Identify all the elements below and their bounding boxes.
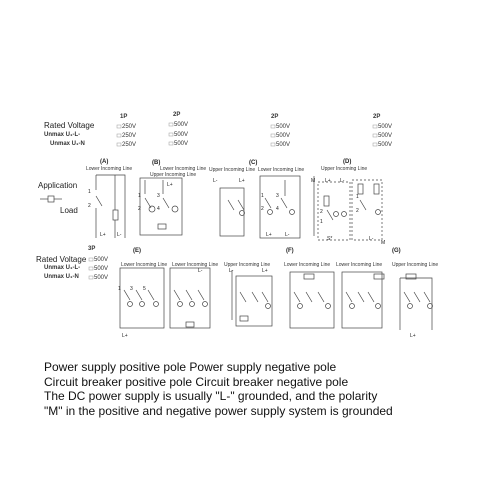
rating-2p-b-1: 500V	[276, 124, 291, 130]
rating-box-glyphs	[89, 123, 377, 279]
svg-text:2: 2	[88, 203, 91, 209]
group-mid-line-label: Upper Incoming Line	[224, 262, 271, 268]
footer-line-2: Circuit breaker positive pole Circuit breaker negative pole	[44, 374, 349, 389]
svg-text:1: 1	[118, 286, 121, 292]
diagram-d	[311, 176, 385, 246]
diagram-a	[88, 175, 125, 238]
group-c-line-label-2: Lower Incoming Line	[258, 167, 305, 173]
svg-text:2: 2	[320, 209, 323, 215]
group-c-letter: (C)	[249, 160, 258, 166]
svg-text:M: M	[311, 178, 316, 184]
footer-line-3: The DC power supply is usually "L-" grounded, and the polarity	[44, 389, 378, 403]
svg-text:L+: L+	[410, 333, 416, 339]
svg-text:S*: S*	[327, 236, 333, 242]
umax-label-1: Unmax U₁-L-	[44, 132, 81, 138]
group-b-line-label-2: Upper Incoming Line	[150, 172, 197, 178]
svg-text:L-: L-	[229, 268, 234, 274]
rating-2p-a-3: 500V	[174, 141, 189, 147]
group-e-letter: (E)	[133, 248, 141, 254]
svg-text:M: M	[381, 240, 386, 246]
pole-1p: 1P	[120, 114, 128, 120]
rating-2p-a-1: 500V	[174, 122, 189, 128]
svg-text:L+: L+	[167, 182, 173, 188]
svg-text:L+: L+	[262, 268, 268, 274]
umax-label-1-bottom: Unmax U₁-L-	[44, 265, 81, 271]
group-g-letter: (G)	[392, 248, 401, 254]
diagram-g	[400, 274, 433, 339]
pole-2p-a: 2P	[173, 112, 181, 118]
footer-line-4: "M" in the positive and negative power supply system is grounded	[44, 403, 393, 418]
svg-text:3: 3	[130, 286, 133, 292]
pole-2p-b: 2P	[271, 114, 279, 120]
group-b-line-label: Lower Incoming Line	[160, 166, 207, 172]
pole-2p-c: 2P	[373, 114, 381, 120]
rating-1p-2: 250V	[122, 133, 137, 139]
svg-text:L+: L+	[266, 232, 272, 238]
footer-line-1: Power supply positive pole Power supply negative pole	[44, 360, 337, 374]
group-a-line-label: Lower Incoming Line	[86, 166, 133, 172]
group-c-line-label: Upper Incoming Line	[209, 167, 256, 173]
rating-2p-b-2: 500V	[276, 133, 291, 139]
svg-text:1: 1	[320, 219, 323, 225]
umax-label-2: Unmax U₁-N	[50, 141, 85, 147]
diagram-e-2	[170, 268, 210, 328]
svg-text:L+: L+	[100, 232, 106, 238]
rating-2p-c-3: 500V	[378, 142, 393, 148]
svg-text:2: 2	[261, 206, 264, 212]
svg-text:L+: L+	[325, 178, 331, 184]
rated-voltage-label: Rated Voltage	[44, 121, 95, 130]
rating-2p-c-2: 500V	[378, 133, 393, 139]
group-e-line-label-2: Lower Incoming Line	[172, 262, 219, 268]
rating-2p-b-3: 500V	[276, 142, 291, 148]
svg-text:L-: L-	[198, 268, 203, 274]
rating-2p-c-1: 500V	[378, 124, 393, 130]
rating-3p-2: 500V	[94, 266, 109, 272]
group-b-letter: (B)	[152, 160, 161, 166]
diagram-f-1	[290, 272, 334, 328]
svg-text:L-: L-	[213, 178, 218, 184]
pole-3p: 3P	[88, 246, 96, 252]
svg-text:L+: L+	[239, 178, 245, 184]
rating-1p-1: 250V	[122, 124, 137, 130]
umax-label-2-bottom: Unmax U₁-N	[44, 274, 79, 280]
svg-text:5: 5	[143, 286, 146, 292]
diagram-e-1	[118, 268, 164, 339]
load-label: Load	[60, 206, 78, 215]
group-f-line-label-2: Lower Incoming Line	[336, 262, 383, 268]
group-d-letter: (D)	[343, 159, 352, 165]
group-e-line-label: Lower Incoming Line	[121, 262, 168, 268]
diagram-c-2	[260, 176, 300, 238]
svg-text:L+: L+	[122, 333, 128, 339]
load-symbol	[40, 196, 62, 202]
svg-text:4: 4	[276, 206, 279, 212]
diagram-b	[138, 178, 182, 235]
group-a-letter: (A)	[100, 159, 109, 165]
svg-text:1: 1	[261, 193, 264, 199]
svg-text:2: 2	[356, 208, 359, 214]
diagram-mid	[229, 268, 272, 326]
svg-text:L-: L-	[285, 232, 290, 238]
svg-text:L-: L-	[117, 232, 122, 238]
svg-text:1: 1	[88, 189, 91, 195]
group-f-letter: (F)	[286, 248, 294, 254]
svg-text:4: 4	[157, 206, 160, 212]
rating-3p-1: 500V	[94, 257, 109, 263]
svg-text:1: 1	[356, 194, 359, 200]
group-d-line-label: Upper Incoming Line	[321, 166, 368, 172]
svg-text:3: 3	[157, 193, 160, 199]
rating-2p-a-2: 500V	[174, 132, 189, 138]
footer-notes	[44, 360, 393, 418]
svg-text:3: 3	[276, 193, 279, 199]
rating-1p-3: 250V	[122, 142, 137, 148]
svg-text:L-: L-	[369, 236, 374, 242]
svg-text:2: 2	[138, 206, 141, 212]
diagram-f-2	[342, 272, 384, 328]
rating-3p-3: 500V	[94, 275, 109, 281]
rated-voltage-label-2: Rated Voltage	[36, 255, 87, 264]
application-label: Application	[38, 181, 78, 190]
group-f-line-label: Lower Incoming Line	[284, 262, 331, 268]
svg-text:L-: L-	[340, 178, 345, 184]
diagram-c-1	[213, 178, 245, 236]
group-g-line-label: Upper Incoming Line	[392, 262, 439, 268]
svg-text:1: 1	[138, 193, 141, 199]
